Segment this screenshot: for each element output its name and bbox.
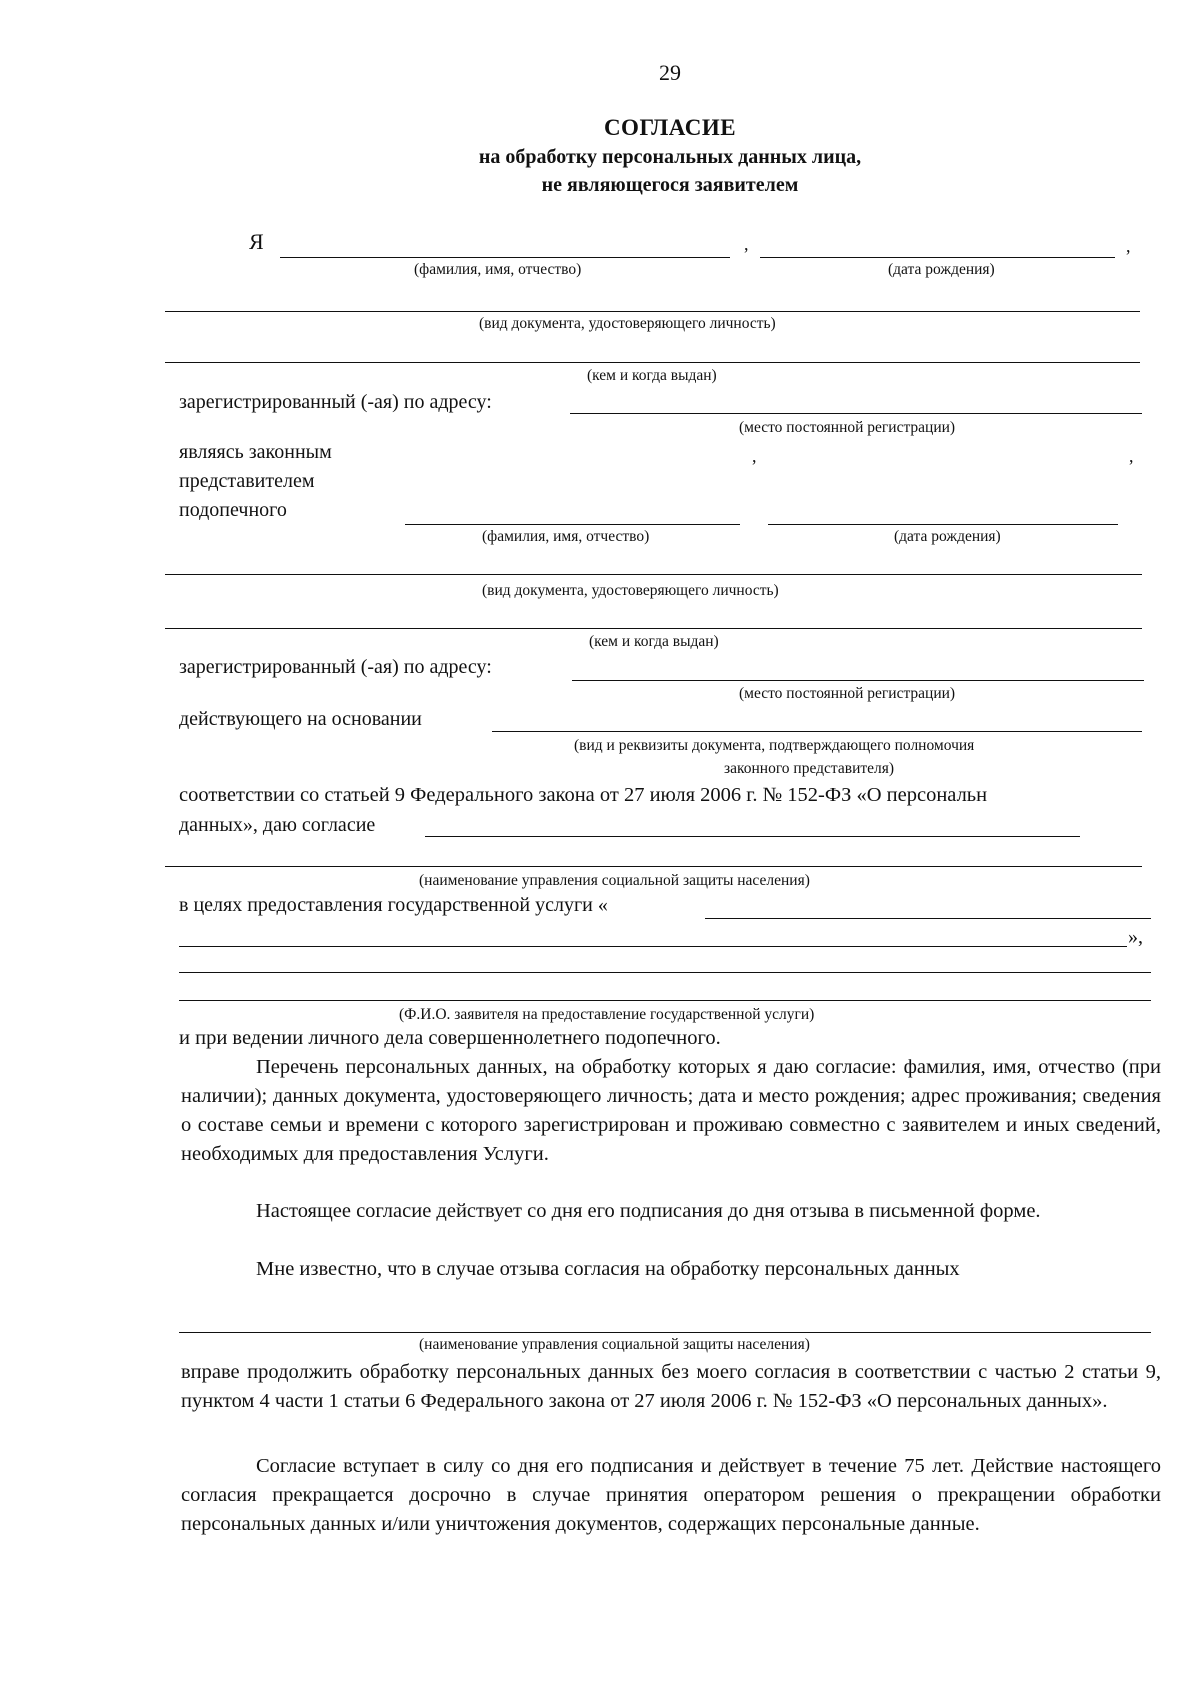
issued-field-line[interactable]: [165, 362, 1140, 363]
label-registered: зарегистрированный (-ая) по адресу:: [179, 391, 492, 413]
label-acting-basis: действующего на основании: [179, 708, 422, 730]
consent-recipient-field-line[interactable]: [425, 836, 1080, 837]
quote-close: »,: [1128, 926, 1143, 948]
service-field-line-2[interactable]: [179, 946, 1127, 947]
caption-fio: (фамилия, имя, отчество): [414, 261, 582, 278]
ward-birthdate-field-line[interactable]: [768, 524, 1118, 525]
caption-issued: (кем и когда выдан): [589, 633, 719, 650]
service-field-line-3[interactable]: [179, 972, 1151, 973]
department-field-line-2[interactable]: [179, 1332, 1151, 1333]
label-legal-rep-3: подопечного: [179, 499, 287, 521]
caption-birthdate: (дата рождения): [894, 528, 1001, 545]
paragraph-continue-processing: вправе продолжить обработку персональных данных без моего согласия в соответствии с частью 2 статьи 9, пунктом 4 части 1 статьи 6 Федерального закона от 27 июля 2006 г. № 152-ФЗ «О персональных данных».: [181, 1361, 1161, 1412]
document-field-line[interactable]: [165, 311, 1140, 312]
fio-field-line[interactable]: [280, 257, 730, 258]
birthdate-field-line[interactable]: [760, 257, 1115, 258]
ward-address-field-line[interactable]: [572, 680, 1144, 681]
address-field-line[interactable]: [570, 413, 1142, 414]
caption-department: (наименование управления социальной защиты населения): [419, 872, 810, 889]
caption-document: (вид документа, удостоверяющего личность): [479, 315, 776, 332]
minor-case-text: и при ведении личного дела совершеннолетнего подопечного.: [179, 1027, 721, 1049]
authority-field-line[interactable]: [492, 731, 1142, 732]
comma: ,: [752, 446, 757, 466]
caption-authority-1: (вид и реквизиты документа, подтверждающего полномочия: [574, 737, 975, 754]
caption-issued: (кем и когда выдан): [587, 367, 717, 384]
service-field-line-1[interactable]: [705, 918, 1151, 919]
paragraph-validity: Настоящее согласие действует со дня его подписания до дня отзыва в письменной форме.: [256, 1200, 1041, 1222]
department-field-line[interactable]: [165, 866, 1142, 867]
label-ya: Я: [249, 229, 264, 254]
label-consent-give: данных», даю согласие: [179, 814, 376, 836]
caption-registration-place: (место постоянной регистрации): [739, 419, 956, 436]
paragraph-term: Согласие вступает в силу со дня его подписания и действует в течение 75 лет. Действие настоящего согласия прекращается досрочно в случае принятия оператором решения о прекращении обработки персональных данных и/или уничтожения документов, содержащих персональные данные.: [181, 1455, 1161, 1535]
label-registered: зарегистрированный (-ая) по адресу:: [179, 656, 492, 678]
page-number: 29: [659, 60, 681, 85]
comma: ,: [744, 234, 749, 254]
document-subtitle-line2: не являющегося заявителем: [541, 174, 799, 196]
paragraph-withdrawal: Мне известно, что в случае отзыва согласия на обработку персональных данных: [256, 1258, 960, 1280]
caption-birthdate: (дата рождения): [888, 261, 995, 278]
document-title: СОГЛАСИЕ: [603, 115, 737, 140]
ward-fio-field-line[interactable]: [405, 524, 740, 525]
label-legal-rep-1: являясь законным: [179, 441, 332, 463]
label-legal-rep-2: представителем: [179, 470, 315, 492]
caption-fio: (фамилия, имя, отчество): [482, 528, 650, 545]
label-service-purpose: в целях предоставления государственной услуги «: [179, 894, 608, 916]
ward-document-field-line[interactable]: [165, 574, 1142, 575]
comma: ,: [1126, 236, 1131, 256]
caption-authority-2: законного представителя): [724, 760, 895, 777]
ward-issued-field-line[interactable]: [165, 628, 1142, 629]
caption-applicant: (Ф.И.О. заявителя на предоставление государственной услуги): [399, 1006, 815, 1023]
comma: ,: [1129, 446, 1134, 466]
law-reference-text: соответствии со статьей 9 Федерального закона от 27 июля 2006 г. № 152-ФЗ «О персональн: [179, 784, 988, 806]
caption-document: (вид документа, удостоверяющего личность): [482, 582, 779, 599]
caption-department: (наименование управления социальной защиты населения): [419, 1336, 810, 1353]
caption-registration-place: (место постоянной регистрации): [739, 685, 956, 702]
paragraph-data-list: Перечень персональных данных, на обработку которых я даю согласие: фамилия, имя, отчество (при наличии); данных документа, удостоверяющего личность; дата и место рождения; адрес проживания; сведения о составе семьи и времени с которого зарегистрирован и проживаю совместно с заявителем и иных сведений, необходимых для предоставления Услуги.: [181, 1056, 1161, 1165]
applicant-field-line[interactable]: [179, 1000, 1151, 1001]
document-subtitle-line1: на обработку персональных данных лица,: [478, 146, 862, 168]
